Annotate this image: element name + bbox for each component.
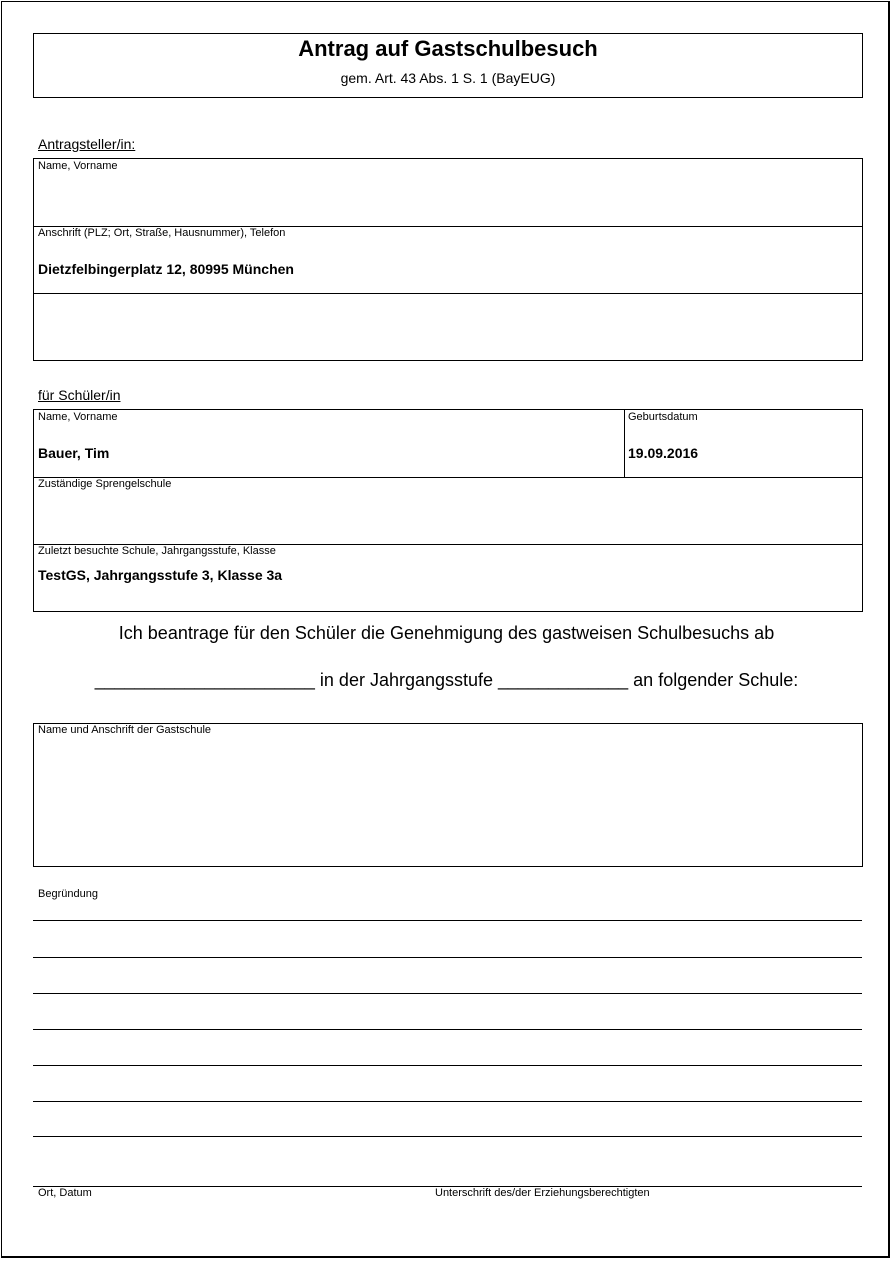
student-name-field[interactable]: Bauer, Tim: [38, 445, 110, 461]
signature-label: Unterschrift des/der Erziehungsberechtigten: [435, 1187, 650, 1199]
form-header: [33, 33, 863, 98]
reason-line[interactable]: [33, 1136, 862, 1137]
reason-line[interactable]: [33, 993, 862, 994]
reason-line[interactable]: [33, 920, 862, 921]
form-title: Antrag auf Gastschulbesuch: [298, 36, 598, 61]
applicant-name-label: Name, Vorname: [38, 160, 118, 172]
applicant-name-field[interactable]: [38, 193, 438, 211]
student-section-title: für Schüler/in: [38, 387, 121, 403]
applicant-address-label: Anschrift (PLZ; Ort, Straße, Hausnummer), Telefon: [38, 227, 286, 239]
divider: [624, 410, 625, 477]
reason-line[interactable]: [33, 957, 862, 958]
form-subtitle: gem. Art. 43 Abs. 1 S. 1 (BayEUG): [340, 70, 556, 86]
applicant-box: [33, 158, 863, 361]
student-birthdate-label: Geburtsdatum: [628, 411, 698, 423]
student-name-label: Name, Vorname: [38, 411, 118, 423]
student-school-label: Zuständige Sprengelschule: [38, 478, 172, 490]
student-school-field[interactable]: [38, 512, 438, 530]
applicant-extra-field[interactable]: [34, 294, 862, 360]
place-date-label: Ort, Datum: [38, 1187, 92, 1199]
guest-school-label: Name und Anschrift der Gastschule: [38, 724, 212, 736]
student-last-school-label: Zuletzt besuchte Schule, Jahrgangsstufe, Klasse: [38, 545, 276, 557]
applicant-section-title: Antragsteller/in:: [38, 136, 136, 152]
student-birthdate-field[interactable]: 19.09.2016: [628, 445, 699, 461]
guest-school-box[interactable]: [33, 723, 863, 867]
reason-line[interactable]: [33, 1101, 862, 1102]
student-box: [33, 409, 863, 612]
request-line-1: Ich beantrage für den Schüler die Genehmigung des gastweisen Schulbesuchs ab: [118, 623, 775, 643]
student-last-school-field[interactable]: TestGS, Jahrgangsstufe 3, Klasse 3a: [38, 567, 283, 583]
reason-line[interactable]: [33, 1065, 862, 1066]
request-line-2: ______________________ in der Jahrgangsstufe _____________ an folgender Schule:: [94, 670, 799, 690]
reason-line[interactable]: [33, 1029, 862, 1030]
applicant-address-field[interactable]: Dietzfelbingerplatz 12, 80995 München: [38, 261, 294, 277]
reason-label: Begründung: [38, 888, 98, 900]
